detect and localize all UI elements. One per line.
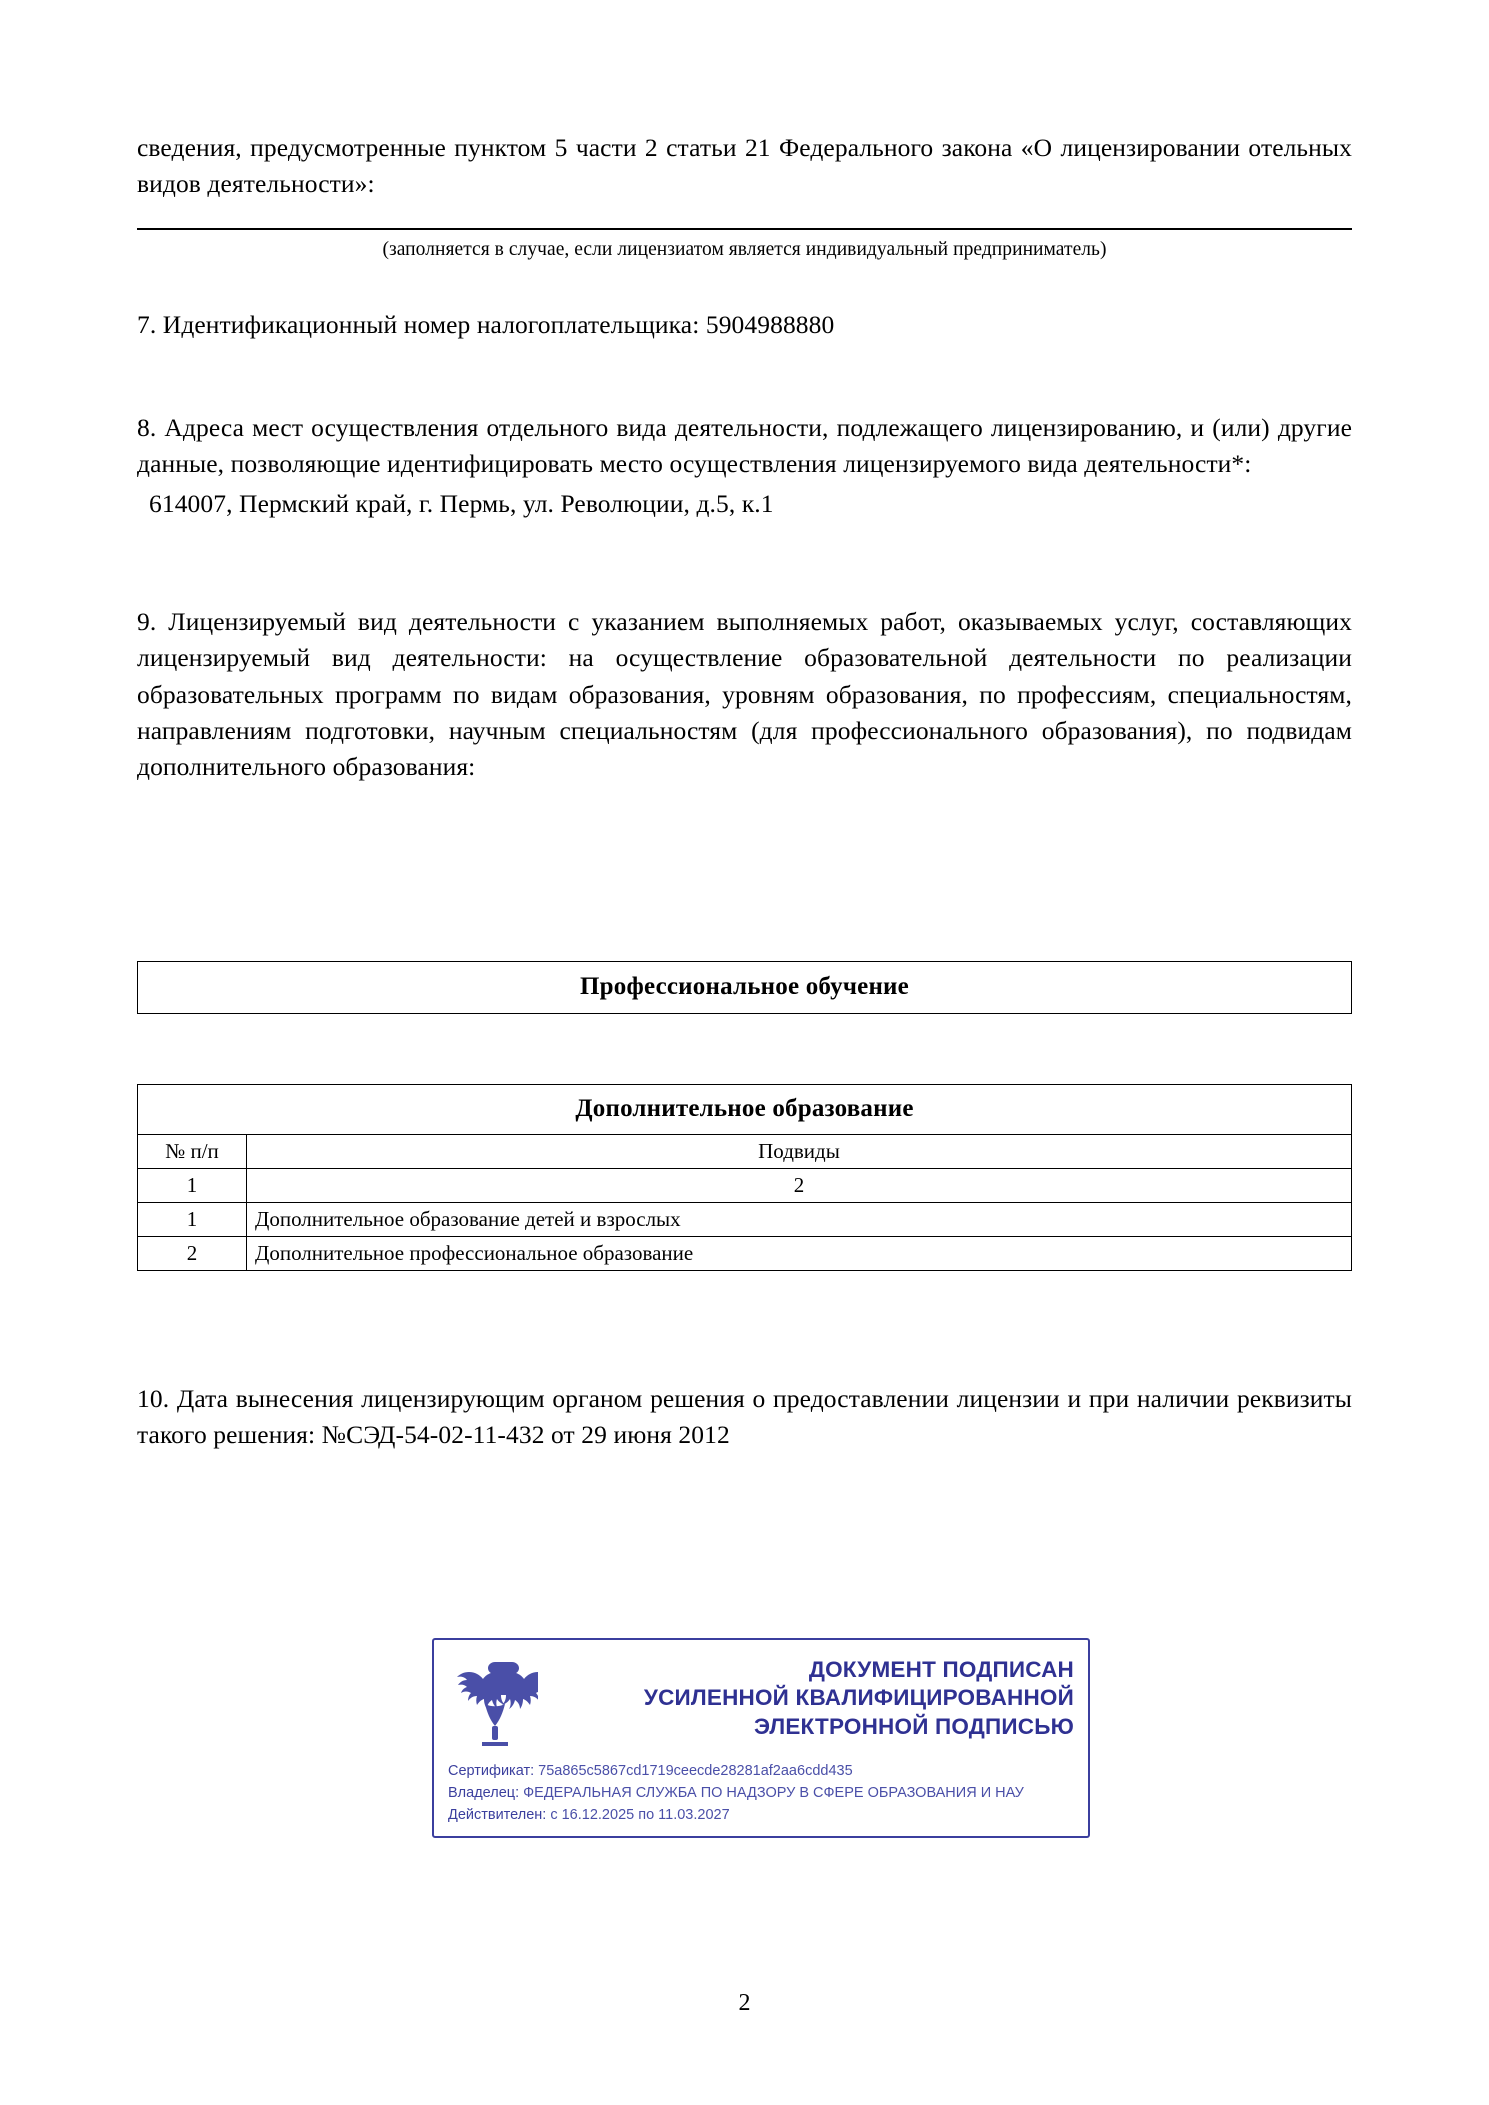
stamp-validity-line (448, 1804, 1082, 1826)
stamp-owner-line (448, 1782, 1082, 1804)
spacer (137, 811, 1352, 961)
stamp-certificate-line (448, 1760, 1082, 1782)
stamp-heading-line-1: ДОКУМЕНТ ПОДПИСАН (808, 1657, 1074, 1682)
individual-entrepreneur-field (137, 228, 1352, 261)
electronic-signature-stamp (432, 1638, 1090, 1838)
column-index-1: 1 (138, 1169, 247, 1203)
document-body (137, 130, 1352, 1480)
stamp-owner-value: ФЕДЕРАЛЬНАЯ СЛУЖБА ПО НАДЗОРУ В СФЕРЕ ОБРАЗОВАНИЯ И НАУ (523, 1785, 1024, 1802)
row-number: 1 (138, 1203, 247, 1237)
item-8-address-value: 614007, Пермский край, г. Пермь, ул. Революции, д.5, к.1 (149, 489, 774, 519)
spacer (137, 1014, 1352, 1084)
stamp-validity-value: с 16.12.2025 по 11.03.2027 (550, 1807, 730, 1824)
item-10-decision-date: 10. Дата вынесения лицензирующим органом решения о предоставлении лицензии и при наличии реквизиты такого решения: №СЭД-54-02-11-432 от 29 июня 2012 (137, 1384, 1352, 1450)
row-subtype: Дополнительное образование детей и взрослых (247, 1203, 1352, 1237)
stamp-heading-line-2: УСИЛЕННОЙ КВАЛИФИЦИРОВАННОЙ (643, 1685, 1074, 1711)
table-header-row (138, 1135, 1352, 1169)
banner-vocational-training: Профессиональное обучение (137, 961, 1352, 1014)
intro-paragraph: сведения, предусмотренные пунктом 5 части 2 статьи 21 Федерального закона «О лицензировании отельных видов деятельности»: (137, 133, 1352, 199)
table-row (138, 1237, 1352, 1271)
spacer (137, 548, 1352, 604)
header-number: № п/п (138, 1135, 247, 1169)
page-number: 2 (738, 1990, 751, 2016)
double-headed-eagle-icon (452, 1656, 538, 1750)
spacer (137, 370, 1352, 410)
table-title-row (138, 1085, 1352, 1135)
stamp-certificate-label: Сертификат: (448, 1763, 535, 1779)
stamp-owner-label: Владелец: (448, 1785, 520, 1802)
table-title: Дополнительное образование (138, 1085, 1352, 1135)
stamp-validity-label: Действителен: (448, 1807, 547, 1824)
item-7-taxpayer-number: 7. Идентификационный номер налогоплательщика: 5904988880 (137, 310, 835, 340)
item-9-licensed-activity: 9. Лицензируемый вид деятельности с указанием выполняемых работ, оказываемых услуг, составляющих лицензируемый вид деятельности: на осуществление образовательной деятельности по реализации образовательных программ по видам образования, уровням образования, по профессиям, специальностям, направлениям подготовки, научным специальностям (для профессионального образования), по подвидам дополнительного образования: (137, 607, 1352, 782)
stamp-details (448, 1760, 1082, 1827)
spacer (137, 1271, 1352, 1381)
spacer (137, 267, 1352, 307)
stamp-heading (546, 1656, 1074, 1741)
table-additional-education (137, 1084, 1352, 1271)
table-column-index-row (138, 1169, 1352, 1203)
table-row (138, 1203, 1352, 1237)
row-subtype: Дополнительное профессиональное образование (247, 1237, 1352, 1271)
stamp-heading-line-3: ЭЛЕКТРОННОЙ ПОДПИСЬЮ (754, 1713, 1074, 1739)
column-index-2: 2 (247, 1169, 1352, 1203)
header-subtypes: Подвиды (247, 1135, 1352, 1169)
row-number: 2 (138, 1237, 247, 1271)
fill-in-rule (137, 228, 1352, 230)
item-8-addresses: 8. Адреса мест осуществления отдельного вида деятельности, подлежащего лицензированию, и (или) другие данные, позволяющие идентифицировать место осуществления лицензируемого вида деятельности*: (137, 412, 1352, 478)
fill-in-caption: (заполняется в случае, если лицензиатом является индивидуальный предприниматель) (382, 239, 1107, 261)
stamp-certificate-value: 75a865c5867cd1719ceecde28281af2aa6cdd435 (538, 1763, 853, 1779)
